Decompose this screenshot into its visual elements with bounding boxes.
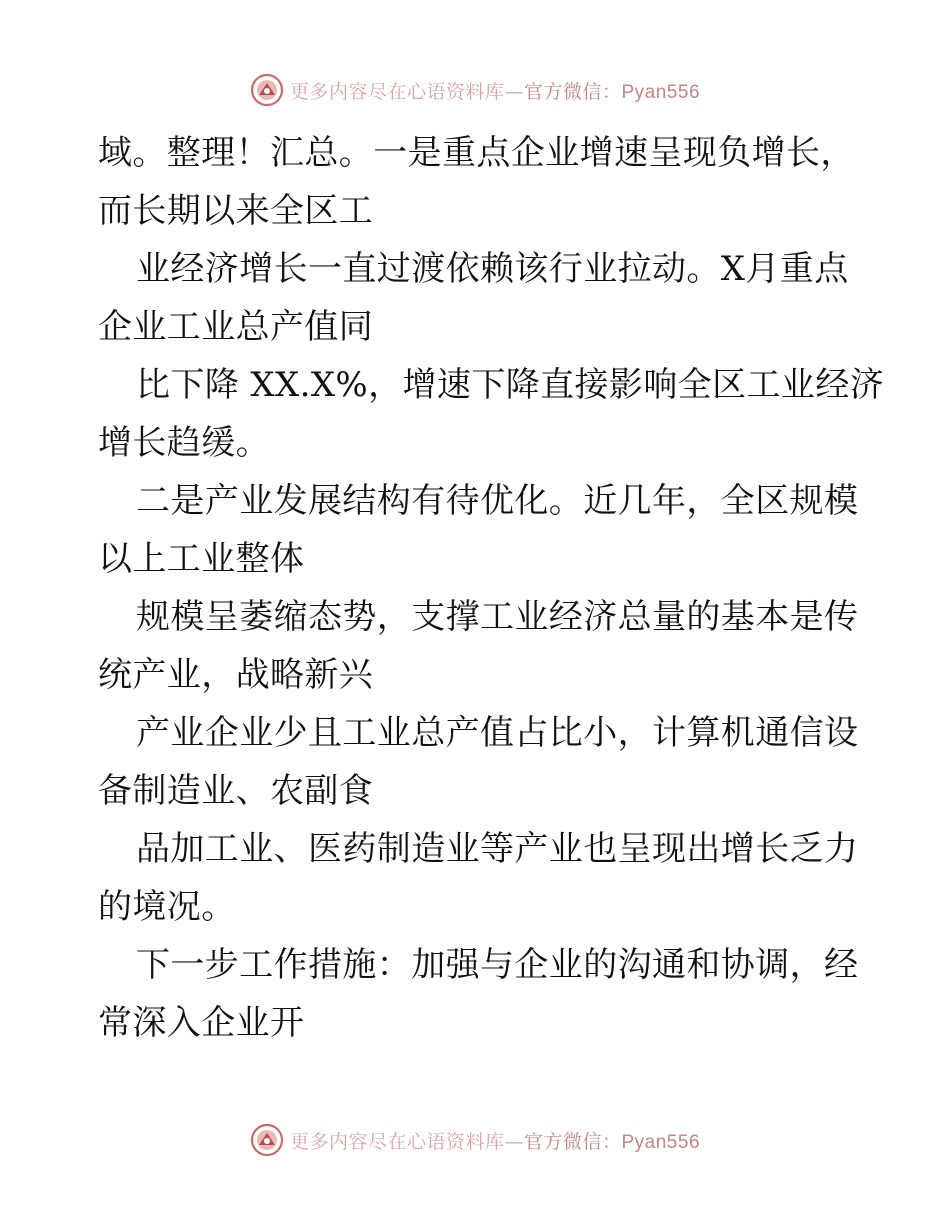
header-watermark: [0, 70, 950, 110]
watermark-dash: —: [504, 1130, 524, 1153]
text-line: 品加工业、医药制造业等产业也呈现出增长乏力: [136, 829, 859, 869]
watermark-wechat-id: Pyan556: [621, 81, 701, 103]
watermark-dash: —: [504, 80, 524, 103]
watermark-brand: 更多内容尽在心语资料库: [289, 80, 505, 103]
text-line: 常深入企业开: [98, 1003, 305, 1043]
watermark-text: [290, 77, 700, 104]
watermark-wechat-id: Pyan556: [621, 1131, 701, 1153]
watermark-wechat-label: 官方微信：: [523, 80, 622, 103]
watermark-wechat-label: 官方微信：: [523, 1130, 622, 1153]
seal-logo-icon: [250, 1123, 284, 1157]
text-line: 备制造业、农副食: [98, 771, 374, 811]
footer-watermark: [0, 1120, 950, 1160]
text-line: 下一步工作措施：加强与企业的沟通和协调，经: [136, 945, 859, 985]
text-line: 增长趋缓。: [98, 423, 270, 463]
text-line: 以上工业整体: [98, 539, 305, 579]
text-line: 域。整理！汇总。一是重点企业增速呈现负增长，: [98, 133, 855, 173]
text-line: 企业工业总产值同: [98, 307, 374, 347]
text-line: 而长期以来全区工: [98, 191, 374, 231]
document-body: [98, 124, 885, 1052]
text-line: 二是产业发展结构有待优化。近几年，全区规模: [136, 481, 859, 521]
text-line: 业经济增长一直过渡依赖该行业拉动。X月重点: [136, 249, 849, 289]
text-line: 统产业，战略新兴: [98, 655, 374, 695]
text-line: 比下降 XX.X%，增速下降直接影响全区工业经济: [136, 365, 885, 405]
seal-logo-icon: [250, 73, 284, 107]
text-line: 的境况。: [98, 887, 236, 927]
text-line: 产业企业少且工业总产值占比小，计算机通信设: [136, 713, 859, 753]
text-line: 规模呈萎缩态势，支撑工业经济总量的基本是传: [136, 597, 859, 637]
watermark-text: [290, 1127, 700, 1154]
watermark-brand: 更多内容尽在心语资料库: [289, 1130, 505, 1153]
